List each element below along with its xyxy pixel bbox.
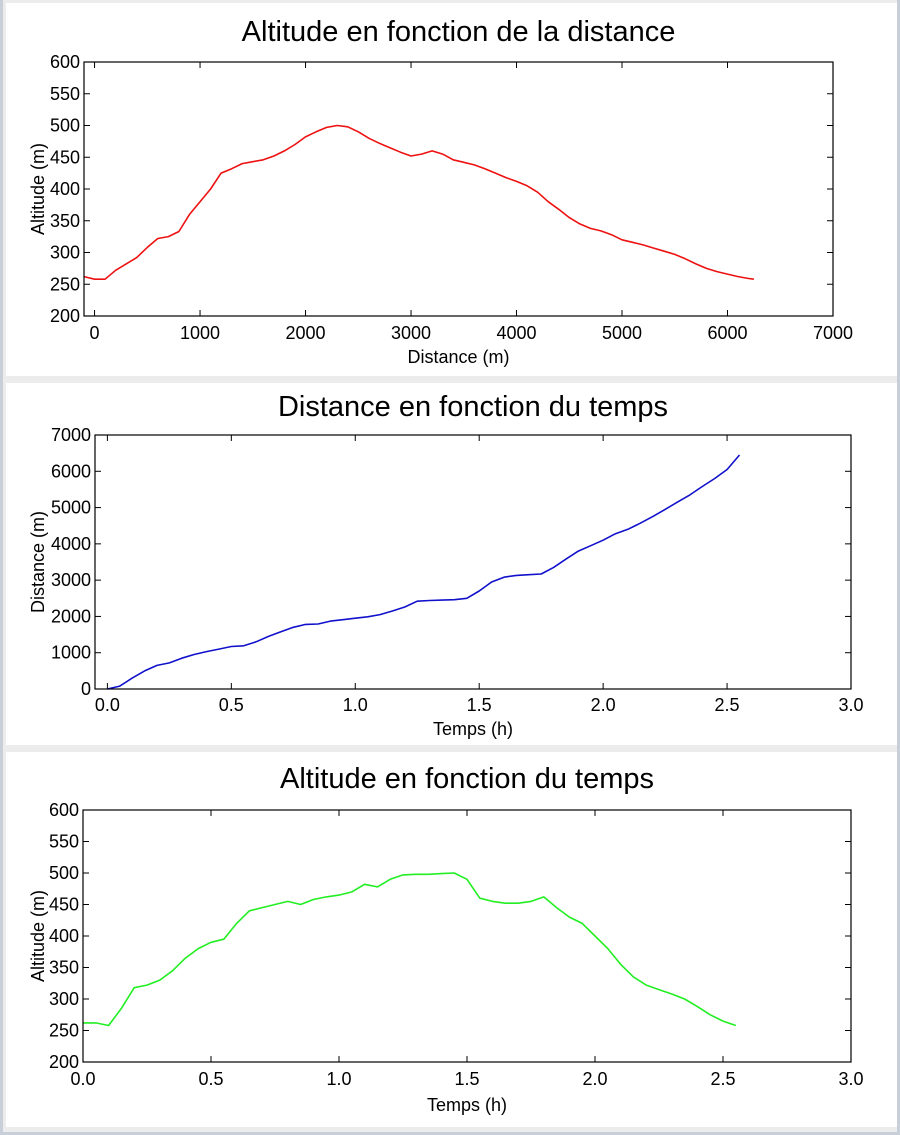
y-tick-label: 200 bbox=[49, 306, 80, 326]
y-tick-label: 5000 bbox=[50, 497, 91, 518]
y-tick-label: 7000 bbox=[50, 425, 91, 445]
x-tick-label: 0.0 bbox=[94, 695, 120, 715]
y-tick-label: 200 bbox=[48, 1052, 79, 1072]
y-axis-label: Distance (m) bbox=[28, 510, 48, 614]
x-tick-label: 1.5 bbox=[466, 695, 492, 715]
x-tick-label: 3.0 bbox=[838, 1069, 864, 1089]
chart-title: Altitude en fonction du temps bbox=[279, 763, 655, 795]
chart-panel-distance-time bbox=[6, 383, 897, 745]
chart-title: Distance en fonction du temps bbox=[277, 391, 669, 423]
x-axis-label: Temps (h) bbox=[426, 1095, 508, 1115]
y-tick-label: 550 bbox=[49, 83, 80, 104]
x-tick-label: 3.0 bbox=[838, 695, 864, 715]
chart-altitude-vs-distance bbox=[6, 3, 897, 376]
y-tick-label: 400 bbox=[49, 179, 80, 199]
chart-panel-altitude-time bbox=[6, 752, 897, 1127]
x-tick-label: 0.0 bbox=[70, 1069, 96, 1089]
y-tick-label: 0 bbox=[80, 679, 91, 699]
x-axis-label: Distance (m) bbox=[407, 347, 510, 367]
x-tick-label: 3000 bbox=[391, 323, 432, 343]
x-tick-label: 7000 bbox=[812, 323, 854, 343]
x-tick-label: 1000 bbox=[180, 323, 221, 343]
chart-altitude-vs-time bbox=[6, 752, 897, 1127]
y-tick-label: 250 bbox=[49, 274, 80, 295]
x-tick-label: 2.0 bbox=[590, 695, 616, 715]
y-tick-label: 450 bbox=[48, 894, 79, 915]
chart-title: Altitude en fonction de la distance bbox=[241, 16, 676, 48]
x-tick-label: 1.5 bbox=[454, 1069, 480, 1089]
y-tick-label: 600 bbox=[49, 52, 80, 72]
x-tick-label: 1.0 bbox=[342, 695, 368, 715]
plot-frame bbox=[84, 62, 833, 316]
x-tick-label: 0.5 bbox=[198, 1069, 224, 1089]
x-tick-label: 1.0 bbox=[326, 1069, 352, 1089]
y-tick-label: 3000 bbox=[50, 570, 91, 591]
y-tick-label: 350 bbox=[48, 957, 79, 978]
y-tick-label: 500 bbox=[48, 863, 79, 883]
x-tick-label: 2.0 bbox=[582, 1069, 608, 1089]
x-tick-label: 0 bbox=[89, 323, 100, 343]
y-tick-label: 4000 bbox=[50, 533, 91, 554]
y-tick-label: 600 bbox=[48, 800, 79, 820]
chart-distance-vs-time bbox=[6, 383, 897, 745]
x-tick-label: 6000 bbox=[707, 323, 748, 343]
x-tick-label: 0.5 bbox=[218, 695, 244, 715]
series-line bbox=[84, 126, 754, 280]
y-tick-label: 2000 bbox=[50, 606, 91, 627]
x-tick-label: 5000 bbox=[601, 323, 643, 343]
x-tick-label: 4000 bbox=[496, 323, 537, 343]
y-tick-label: 1000 bbox=[50, 642, 91, 663]
plot-frame bbox=[83, 810, 851, 1062]
y-axis-label: Altitude (m) bbox=[28, 142, 48, 236]
y-tick-label: 6000 bbox=[50, 461, 91, 482]
y-tick-label: 350 bbox=[49, 210, 80, 231]
y-tick-label: 550 bbox=[48, 831, 79, 852]
x-tick-label: 2.5 bbox=[710, 1069, 736, 1089]
series-line bbox=[107, 455, 739, 689]
x-axis-label: Temps (h) bbox=[432, 719, 514, 739]
y-tick-label: 400 bbox=[48, 926, 79, 946]
y-tick-label: 300 bbox=[49, 242, 80, 263]
x-tick-label: 2.5 bbox=[714, 695, 740, 715]
x-tick-label: 2000 bbox=[285, 323, 326, 343]
y-tick-label: 250 bbox=[48, 1020, 79, 1041]
y-tick-label: 300 bbox=[48, 989, 79, 1009]
y-axis-label: Altitude (m) bbox=[28, 889, 48, 983]
series-line bbox=[83, 873, 736, 1026]
y-tick-label: 500 bbox=[49, 115, 80, 136]
chart-panel-altitude-distance bbox=[6, 3, 897, 376]
y-tick-label: 450 bbox=[49, 147, 80, 168]
